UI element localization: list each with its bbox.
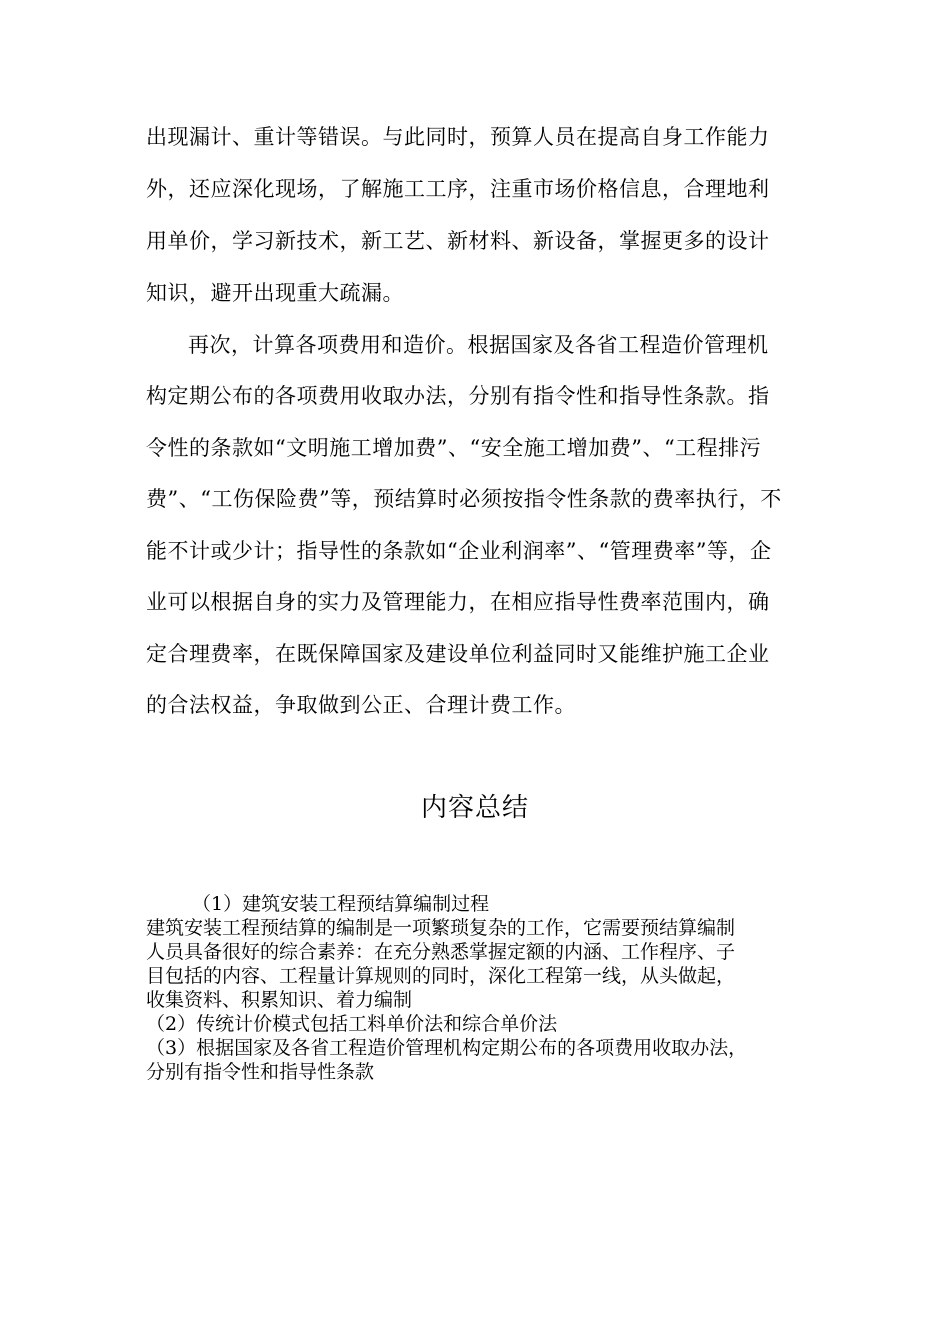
body-line: 外，还应深化现场，了解施工工序，注重市场价格信息，合理地利 — [146, 177, 770, 201]
body-line: 能不计或少计；指导性的条款如“企业利润率”、“管理费率”等，企 — [146, 539, 772, 563]
body-line: 定合理费率，在既保障国家及建设单位利益同时又能维护施工企业 — [146, 642, 770, 666]
summary-line: （1）建筑安装工程预结算编制过程 — [192, 893, 490, 915]
body-line: 构定期公布的各项费用收取办法，分别有指令性和指导性条款。指 — [146, 384, 770, 408]
summary-line: 建筑安装工程预结算的编制是一项繁琐复杂的工作，它需要预结算编制 — [146, 917, 736, 939]
body-line: 费”、“工伤保险费”等，预结算时必须按指令性条款的费率执行，不 — [146, 487, 782, 511]
summary-line: （3）根据国家及各省工程造价管理机构定期公布的各项费用收取办法， — [146, 1037, 748, 1059]
summary-line: 人员具备很好的综合素养：在充分熟悉掌握定额的内涵、工作程序、子 — [146, 941, 736, 963]
summary-title: 内容总结 — [420, 793, 529, 823]
summary-line: 收集资料、积累知识、着力编制 — [146, 989, 413, 1011]
summary-line: 分别有指令性和指导性条款 — [146, 1061, 375, 1083]
body-line: 的合法权益，争取做到公正、合理计费工作。 — [146, 693, 576, 717]
body-line: 令性的条款如“文明施工增加费”、“安全施工增加费”、“工程排污 — [146, 436, 762, 460]
body-line: 出现漏计、重计等错误。与此同时，预算人员在提高自身工作能力 — [146, 125, 770, 149]
body-line: 用单价，学习新技术，新工艺、新材料、新设备，掌握更多的设计 — [146, 229, 770, 253]
summary-line: （2）传统计价模式包括工料单价法和综合单价法 — [146, 1013, 558, 1035]
summary-line: 目包括的内容、工程量计算规则的同时，深化工程第一线，从头做起， — [146, 965, 736, 987]
body-line: 业可以根据自身的实力及管理能力，在相应指导性费率范围内，确 — [146, 590, 770, 614]
body-line: 知识，避开出现重大疏漏。 — [146, 281, 404, 305]
body-line: 再次，计算各项费用和造价。根据国家及各省工程造价管理机 — [188, 333, 769, 357]
